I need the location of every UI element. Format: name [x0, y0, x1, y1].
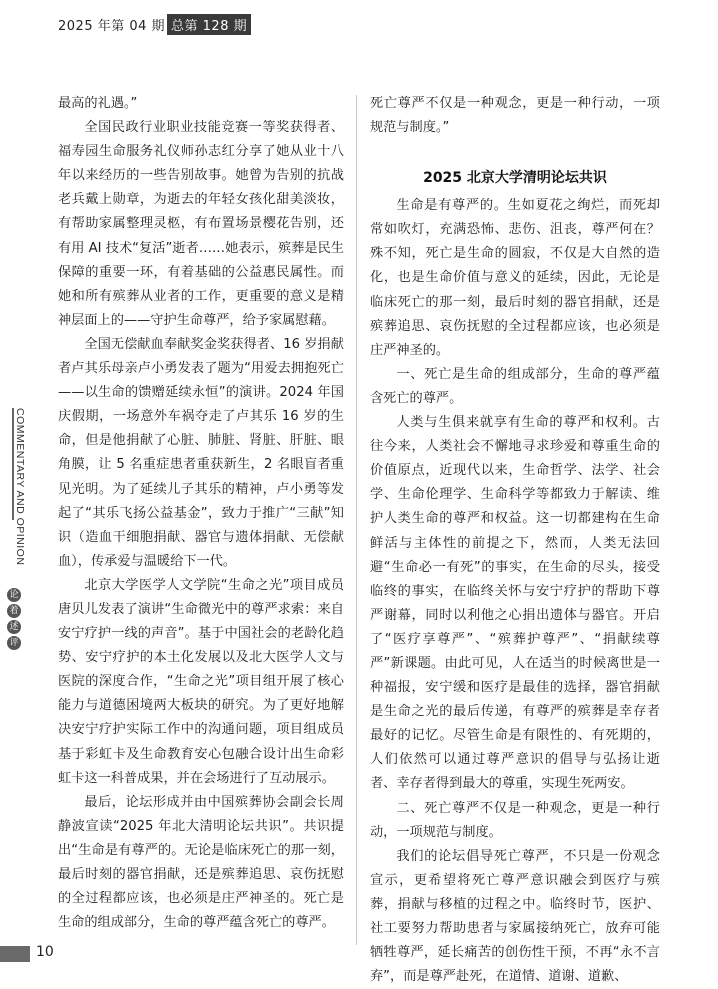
left-paragraph-4: 北京大学医学人文学院“生命之光”项目成员唐贝儿发表了演讲“生命微光中的尊严求索：来自安宁疗护一线的声音”。基于中国社会的老龄化趋势、安宁疗护的本土化发展以及北大医学人文与医院的深度合作，“生命之光”项目组开展了核心能力与道德困境两大板块的研究。为了更好地解决安宁疗护实际工作中的沟通问题，项目组成员基于彩虹卡及生命教育安心包融合设计出生命彩虹卡这一科普成果，并在会场进行了互动展示。 [58, 577, 344, 786]
right-paragraph-3: 人类与生俱来就享有生命的尊严和权利。古往今来，人类社会不懈地寻求珍爱和尊重生命的价值原点，近现代以来，生命哲学、法学、社会学、生命伦理学、生命科学等都致力于解读、维护人类生命的尊严和权益。这一切都建构在生命鲜活与主体性的前提之下，然而，人类无法回避“生命必一有死”的事实，在生命的尽头，接受临终的事实，在临终关怀与安宁疗护的帮助下尊严谢幕，同时以利他之心捐出遗体与器官。开启了“医疗享尊严”、“殡葬护尊严”、“捐献续尊严”新课题。由此可见，人在适当的时候离世是一种福报，安宁缓和医疗是最佳的选择，器官捐献是生命之光的最后传递，有尊严的殡葬是幸存者最好的记忆。尽管生命是有限性的、有死期的，人们依然可以通过尊严意识的倡导与弘扬让逝者、幸存者得到最大的尊重，实现生死两安。 [370, 415, 660, 792]
right-intro-paragraph: 死亡尊严不仅是一种观念，更是一种行动，一项规范与制度。” [370, 96, 660, 136]
left-column [58, 92, 344, 935]
column-divider [356, 95, 357, 945]
section-char-1: 论 [7, 588, 21, 602]
right-paragraph-2: 一、死亡是生命的组成部分，生命的尊严蕴含死亡的尊严。 [370, 366, 660, 406]
right-paragraph-5: 我们的论坛倡导死亡尊严，不只是一份观念宣示，更希望将死亡尊严意识融会到医疗与殡葬，捐献与移植的过程之中。临终时节，医护、社工要努力帮助患者与家属接纳死亡，放弃可能牺牲尊严，延长痛苦的创伤性干预，不再“永不言弃”，而是尊严赴死，在道情、道谢、道歉、 [370, 848, 660, 985]
section-char-2: 着 [7, 604, 21, 618]
left-paragraph-5: 最后，论坛形成并由中国殡葬协会副会长周静波宣读“2025 年北大清明论坛共识”。共识提出“生命是有尊严的。无论是临床死亡的那一刻，最后时刻的器官捐献，还是殡葬追思、哀伤抚慰的全过程都应该，也必须是庄严神圣的。死亡是生命的组成部分，生命的尊严蕴含死亡的尊严。 [58, 794, 344, 931]
total-issue-badge: 总第 128 期 [167, 14, 251, 35]
section-side-label [0, 408, 30, 648]
section-char-4: 评 [7, 636, 21, 650]
issue-label: 2025 年第 04 期 [58, 19, 166, 34]
issue-header [58, 14, 251, 35]
section-chinese-label [7, 588, 21, 650]
section-char-3: 述 [7, 620, 21, 634]
footer-bar [0, 946, 30, 962]
left-paragraph-1: 最高的礼遇。” [58, 96, 138, 111]
right-column [370, 92, 660, 989]
consensus-section-title: 2025 北京大学清明论坛共识 [423, 170, 607, 187]
page-number: 10 [36, 944, 54, 960]
section-english-label: COMMENTARY AND OPINION [14, 408, 26, 566]
left-paragraph-3: 全国无偿献血奉献奖金奖获得者、16 岁捐献者卢其乐母亲卢小勇发表了题为“用爱去拥抱死亡——以生命的馈赠延续永恒”的演讲。2024 年国庆假期，一场意外车祸夺走了卢其乐 16 岁的生命，但是他捐献了心脏、肺脏、肾脏、肝脏、眼角膜，让 5 名重症患者重获新生，2 名眼盲者重见光明。为了延续儿子其乐的精神，卢小勇等发起了“其乐飞扬公益基金”，致力于推广“三献”知识（造血干细胞捐献、器官与遗体捐献、无偿献血），传承爱与温暖给下一代。 [58, 336, 344, 569]
right-paragraph-4: 二、死亡尊严不仅是一种观念，更是一种行动，一项规范与制度。 [370, 800, 660, 840]
left-paragraph-2: 全国民政行业职业技能竞赛一等奖获得者、福寿园生命服务礼仪师孙志红分享了她从业十八年以来经历的一些告别故事。她曾为告别的抗战老兵戴上勋章，为逝去的年轻女孩化甜美淡妆，有帮助家属整理灵柩，有布置场景樱花告别，还有用 AI 技术“复活”逝者……她表示，殡葬是民生保障的重要一环，有着基础的公益惠民属性。而她和所有殡葬从业者的工作，更重要的意义是精神层面上的——守护生命尊严，给予家属慰藉。 [58, 120, 344, 328]
right-paragraph-1: 生命是有尊严的。生如夏花之绚烂，而死却常如吹灯，充满恐怖、悲伤、沮丧，尊严何在？殊不知，死亡是生命的圆寂，不仅是大自然的造化，也是生命价值与意义的延续，因此，无论是临床死亡的那一刻，最后时刻的器官捐献，还是殡葬追思、哀伤抚慰的全过程都应该，也必须是庄严神圣的。 [370, 198, 660, 358]
